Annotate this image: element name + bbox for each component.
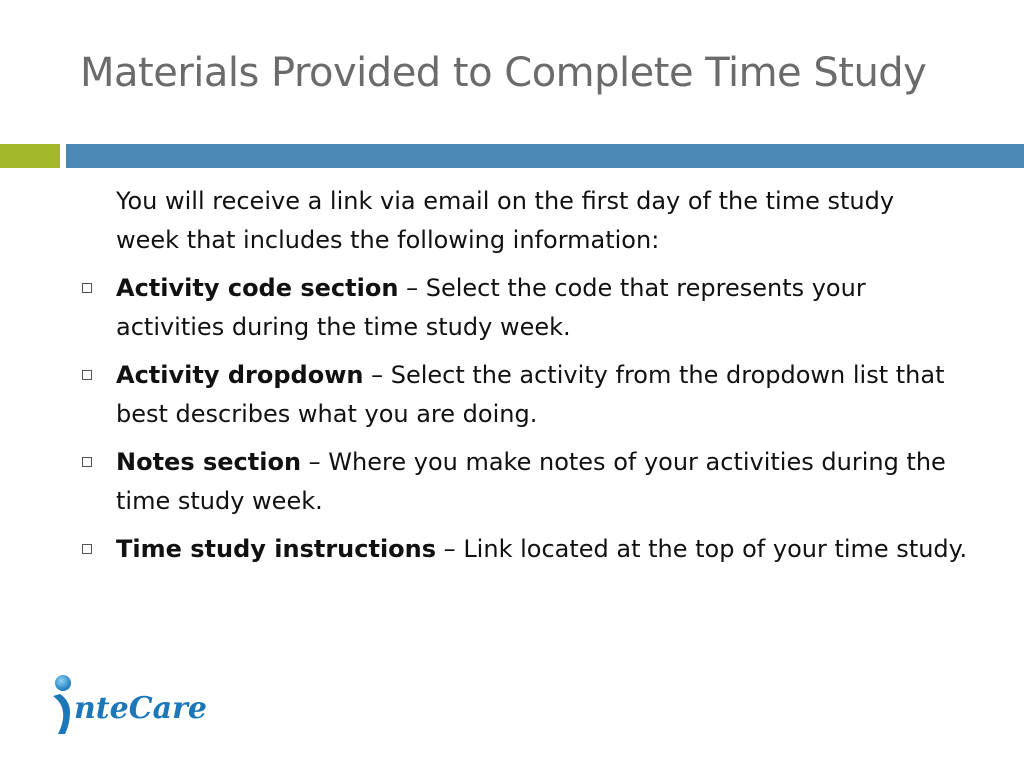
intecare-logo-graphic: [52, 674, 212, 738]
square-bullet-icon: [82, 544, 92, 554]
bullet-description: Select the code that represents your activities during the time study week.: [116, 274, 866, 341]
bullet-item-activity-dropdown: [116, 356, 976, 434]
bullet-term: Activity dropdown: [116, 361, 364, 389]
bullet-term: Time study instructions: [116, 535, 437, 563]
bullet-description: Where you make notes of your activities during the time study week.: [116, 448, 946, 515]
bullet-separator: –: [398, 274, 426, 302]
bullet-description: Select the activity from the dropdown list that best describes what you are doing.: [116, 361, 945, 428]
slide-title: Materials Provided to Complete Time Study: [80, 50, 927, 96]
person-body-icon: [53, 694, 70, 734]
bullet-separator: –: [436, 535, 464, 563]
square-bullet-icon: [82, 283, 92, 293]
bullet-separator: –: [363, 361, 391, 389]
bullet-description: Link located at the top of your time study.: [463, 535, 968, 563]
bullet-item-time-study-instructions: [116, 530, 976, 569]
bullet-item-notes-section: [116, 443, 976, 521]
person-head-icon: [55, 675, 71, 691]
bullet-term: Notes section: [116, 448, 302, 476]
bullet-term: Activity code section: [116, 274, 399, 302]
accent-bar-green: [0, 144, 60, 168]
square-bullet-icon: [82, 370, 92, 380]
intecare-logo: [52, 674, 212, 738]
square-bullet-icon: [82, 457, 92, 467]
accent-bar-blue: [66, 144, 1024, 168]
bullet-separator: –: [301, 448, 329, 476]
slide-body: [0, 182, 1024, 569]
intro-paragraph: You will receive a link via email on the first day of the time study week that includes the following information:: [116, 187, 895, 254]
bullet-item-activity-code: [116, 269, 976, 347]
bullet-list: [0, 269, 1024, 569]
logo-wordmark: nteCare: [74, 691, 207, 726]
